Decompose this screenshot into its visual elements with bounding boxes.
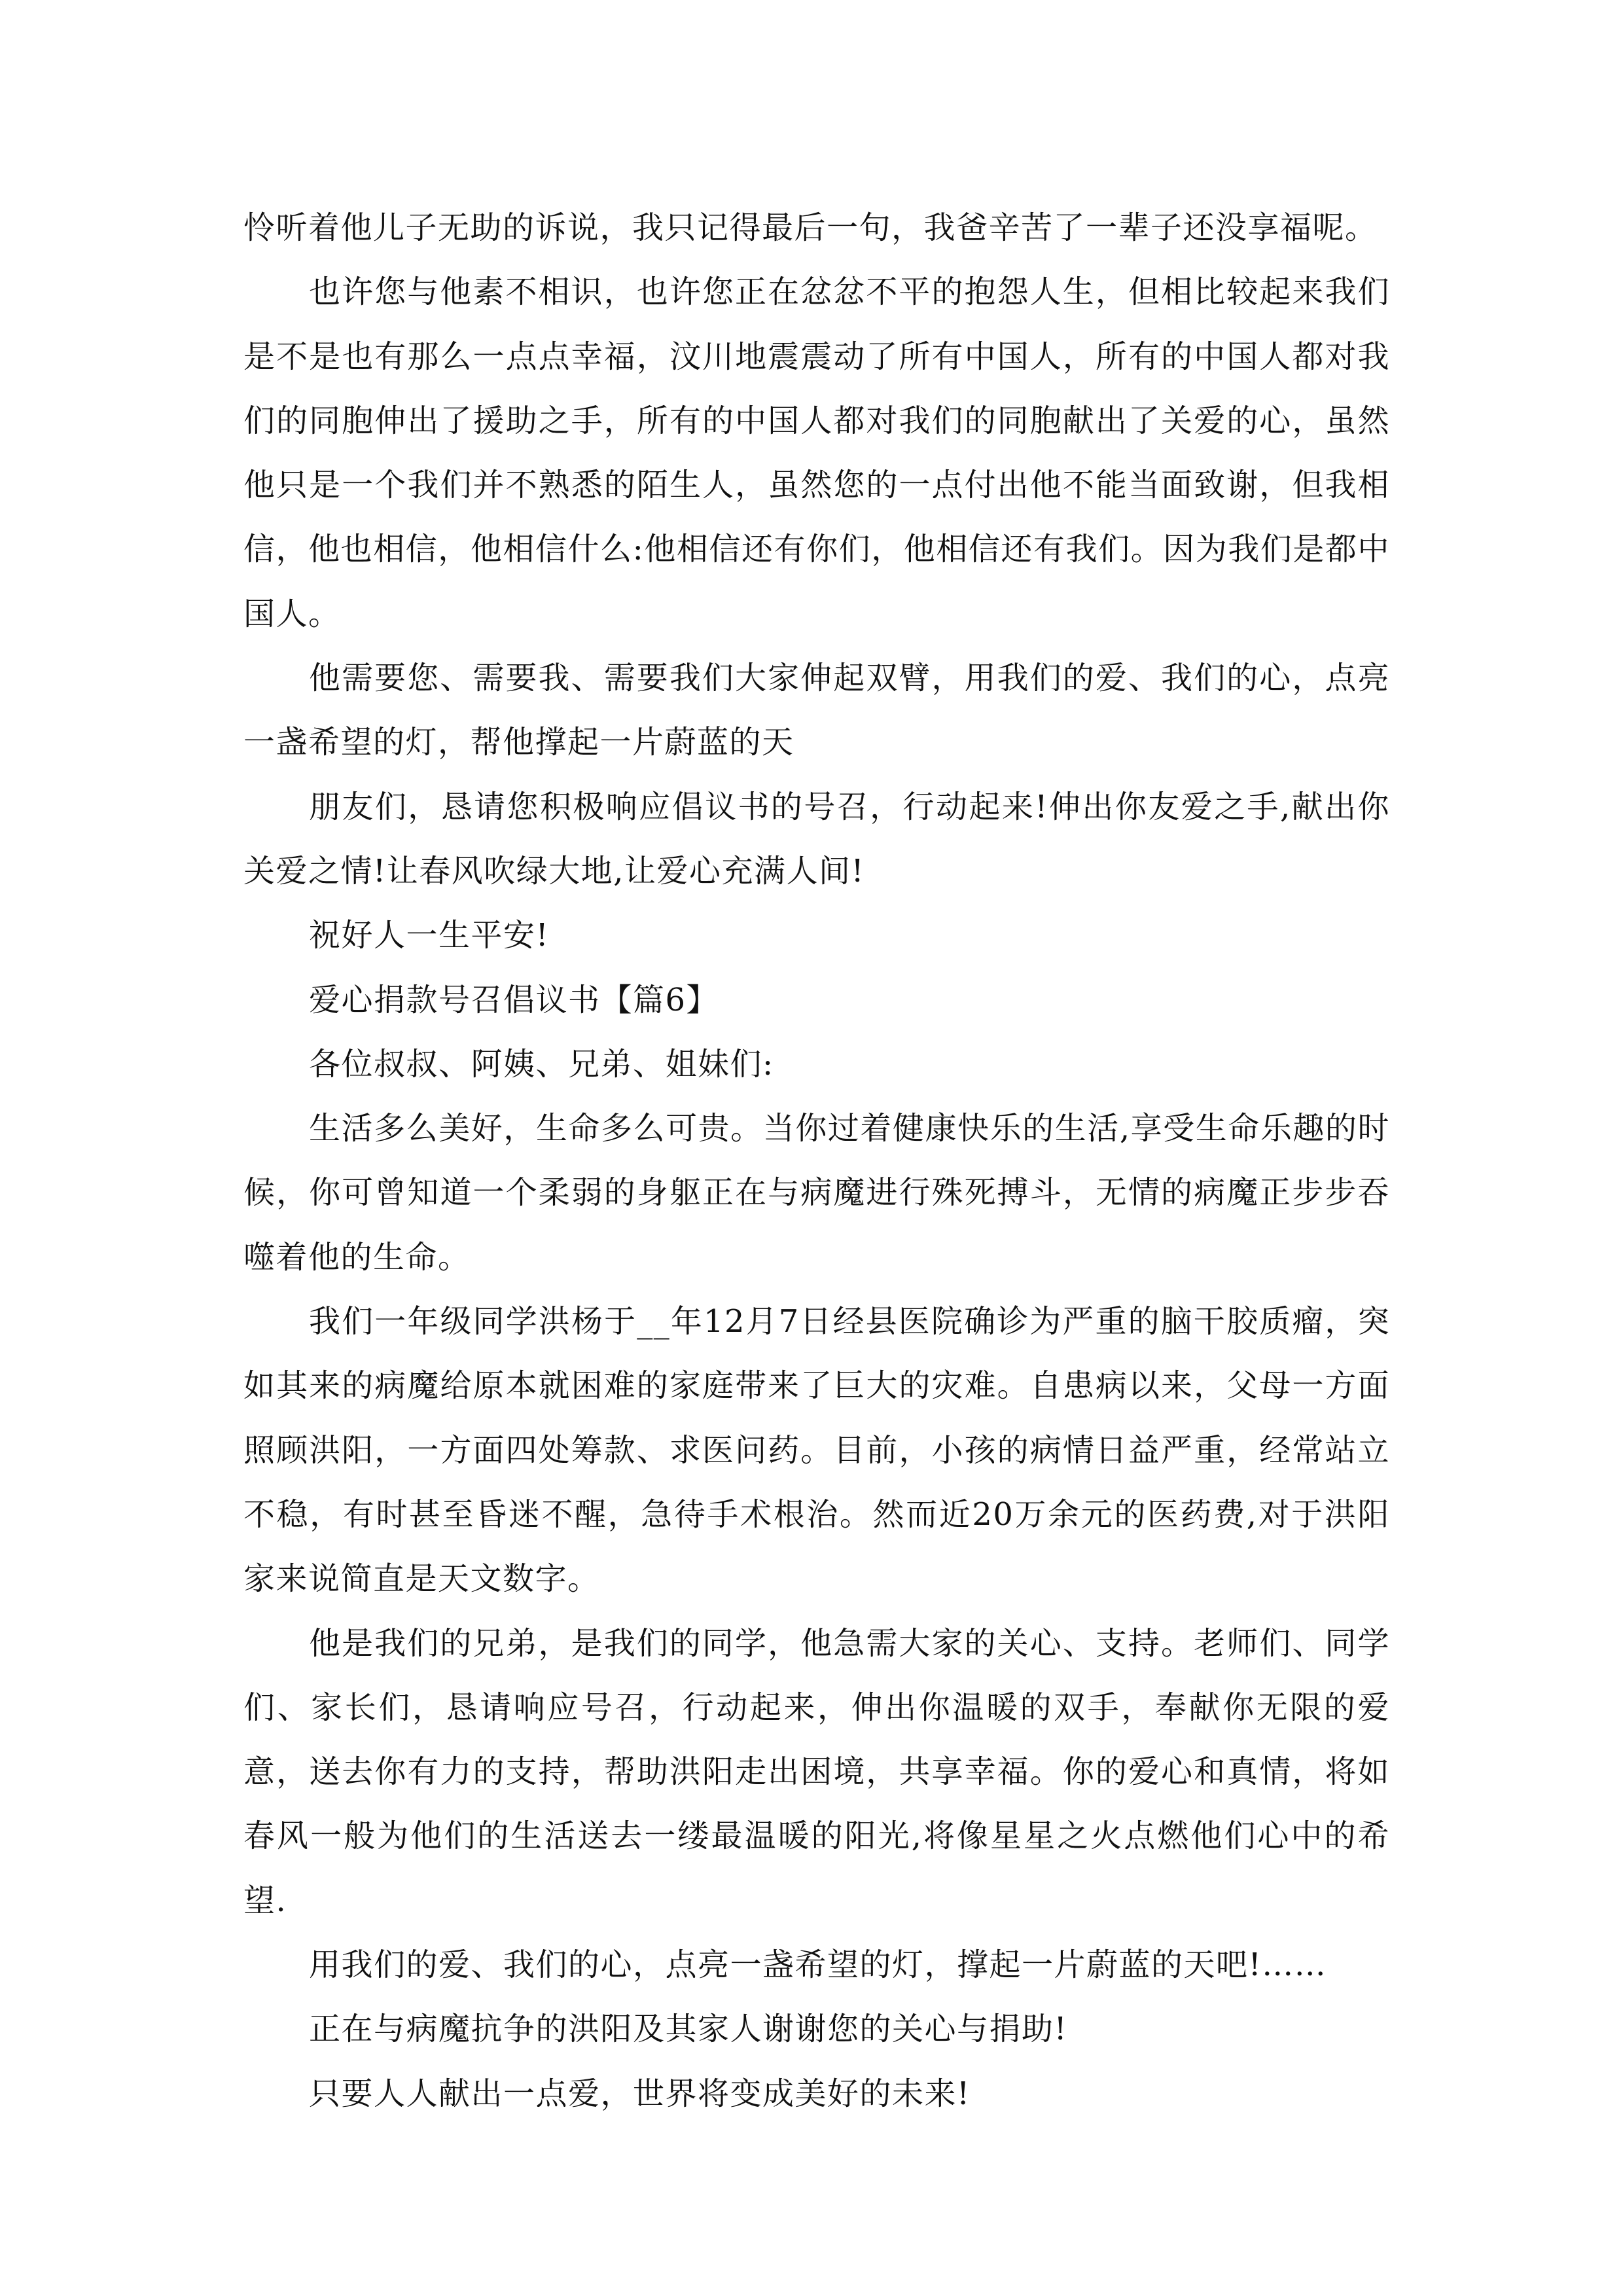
paragraph: 用我们的爱、我们的心，点亮一盏希望的灯，撑起一片蔚蓝的天吧!…… <box>309 1946 1327 1984</box>
salutation: 各位叔叔、阿姨、兄弟、姐妹们: <box>309 1045 774 1083</box>
paragraph: 朋友们，恳请您积极响应倡议书的号召，行动起来!伸出你友爱之手,献出你关爱之情!让春风吹绿大地,让爱心充满人间! <box>243 788 1390 889</box>
paragraph: 只要人人献出一点爱，世界将变成美好的未来! <box>309 2075 971 2112</box>
paragraph: 正在与病魔抗争的洪阳及其家人谢谢您的关心与捐助! <box>309 2011 1068 2048</box>
paragraph: 生活多么美好，生命多么可贵。当你过着健康快乐的生活,享受生命乐趣的时候，你可曾知道一个柔弱的身躯正在与病魔进行殊死搏斗，无情的病魔正步步吞噬着他的生命。 <box>243 1110 1390 1276</box>
paragraph-continuation: 怜听着他儿子无助的诉说，我只记得最后一句，我爸辛苦了一辈子还没享福呢。 <box>243 209 1378 246</box>
section-heading: 爱心捐款号召倡议书【篇6】 <box>309 981 719 1018</box>
paragraph: 我们一年级同学洪杨于__年12月7日经县医院确诊为严重的脑干胶质瘤，突如其来的病魔给原本就困难的家庭带来了巨大的灾难。自患病以来，父母一方面照顾洪阳，一方面四处筹款、求医问药。目前，小孩的病情日益严重，经常站立不稳，有时甚至昏迷不醒，急待手术根治。然而近20万余元的医药费,对于洪阳家来说简直是天文数字。 <box>243 1303 1390 1598</box>
paragraph: 也许您与他素不相识，也许您正在忿忿不平的抱怨人生，但相比较起来我们是不是也有那么一点点幸福，汶川地震震动了所有中国人，所有的中国人都对我们的同胞伸出了援助之手，所有的中国人都对我们的同胞献出了关爱的心，虽然他只是一个我们并不熟悉的陌生人，虽然您的一点付出他不能当面致谢，但我相信，他也相信，他相信什么:他相信还有你们，他相信还有我们。因为我们是都中国人。 <box>243 274 1390 632</box>
document-body <box>243 196 1390 2126</box>
paragraph: 祝好人一生平安! <box>309 917 550 954</box>
paragraph: 他需要您、需要我、需要我们大家伸起双臂，用我们的爱、我们的心，点亮一盏希望的灯，帮他撑起一片蔚蓝的天 <box>243 660 1390 761</box>
paragraph: 他是我们的兄弟，是我们的同学，他急需大家的关心、支持。老师们、同学们、家长们，恳请响应号召，行动起来，伸出你温暖的双手，奉献你无限的爱意，送去你有力的支持，帮助洪阳走出困境，共享幸福。你的爱心和真情，将如春风一般为他们的生活送去一缕最温暖的阳光,将像星星之火点燃他们心中的希望. <box>243 1624 1390 1919</box>
